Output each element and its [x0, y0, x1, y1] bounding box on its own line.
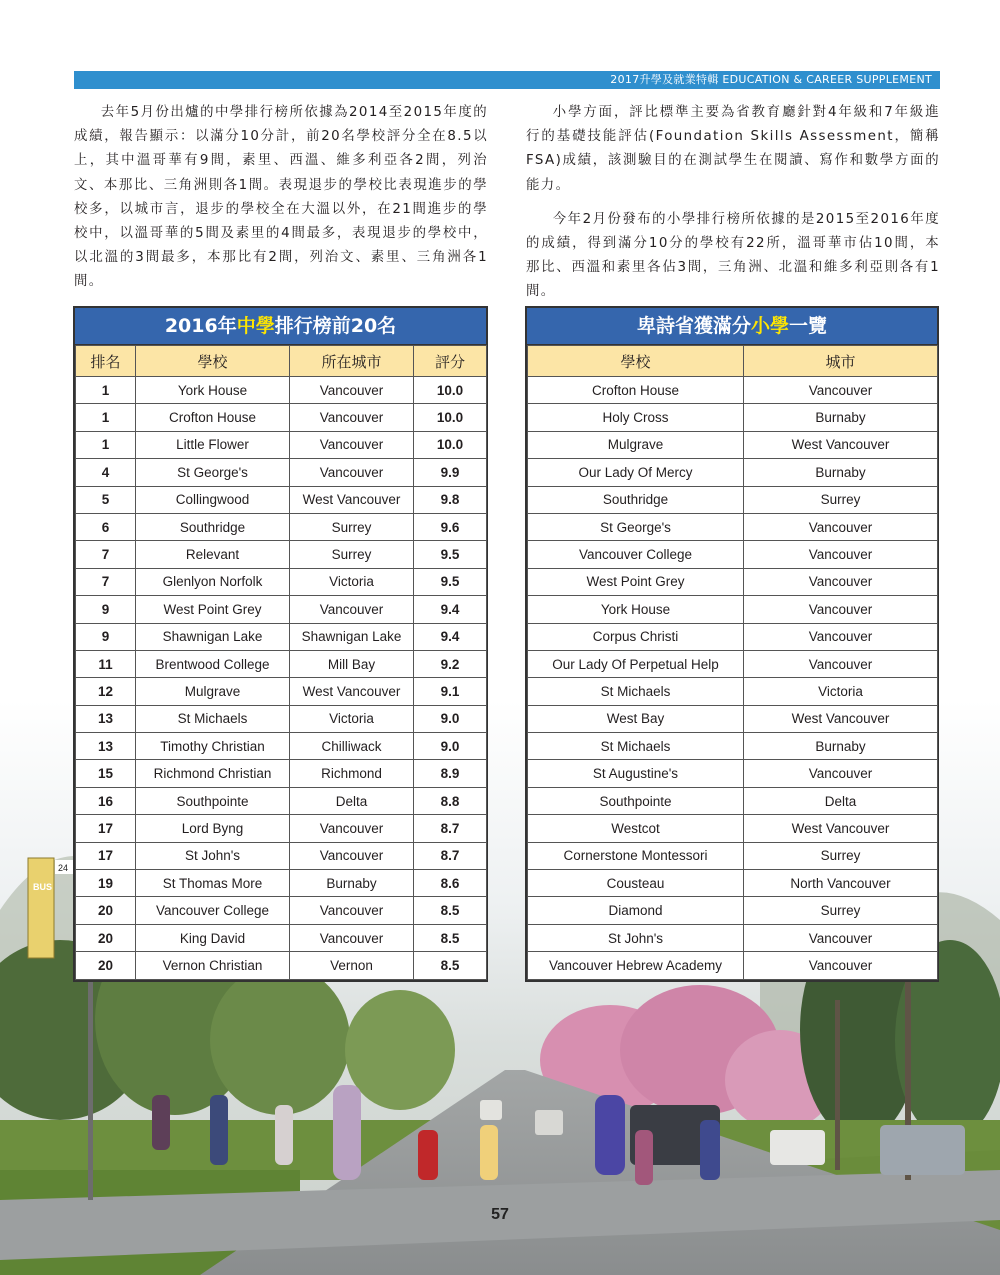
table-row: [76, 623, 487, 650]
cell-city: Vancouver: [290, 815, 414, 842]
table-row: [528, 486, 938, 513]
table-row: [76, 842, 487, 869]
cell-school: West Bay: [528, 705, 744, 732]
cell-rank: 11: [76, 650, 136, 677]
secondary-table-title: [75, 308, 486, 345]
cell-school: Relevant: [136, 541, 290, 568]
column-header-school: 學校: [528, 346, 744, 377]
table-row: [76, 760, 487, 787]
table-row: [528, 897, 938, 924]
cell-city: Burnaby: [290, 870, 414, 897]
cell-school: Vancouver Hebrew Academy: [528, 952, 744, 979]
primary-perfect-score-table: [525, 306, 939, 982]
cell-school: York House: [136, 377, 290, 404]
table-row: [76, 815, 487, 842]
column-header-rank: 排名: [76, 346, 136, 377]
cell-score: 8.7: [414, 842, 487, 869]
cell-school: Holy Cross: [528, 404, 744, 431]
cell-city: Vancouver: [744, 513, 938, 540]
table-row: [528, 842, 938, 869]
cell-score: 9.8: [414, 486, 487, 513]
article-text-right: [526, 101, 940, 315]
cell-city: Delta: [290, 787, 414, 814]
cell-school: Vancouver College: [136, 897, 290, 924]
cell-score: 8.6: [414, 870, 487, 897]
table-row: [76, 705, 487, 732]
table-row: [76, 431, 487, 458]
article-paragraph: 今年2月份發布的小學排行榜所依據的是2015至2016年度的成績，得到滿分10分的學校有22所，溫哥華市佔10間，本那比、西溫和素里各佔3間，三角洲、北溫和維多利亞則各有1間。: [526, 211, 940, 300]
cell-rank: 12: [76, 678, 136, 705]
cell-school: St Michaels: [528, 678, 744, 705]
primary-table-title: [527, 308, 937, 345]
table-row: [76, 870, 487, 897]
cell-city: Vancouver: [290, 596, 414, 623]
table-row: [76, 404, 487, 431]
cell-school: Crofton House: [136, 404, 290, 431]
cell-rank: 15: [76, 760, 136, 787]
table-row: [528, 513, 938, 540]
cell-school: Timothy Christian: [136, 733, 290, 760]
cell-rank: 9: [76, 596, 136, 623]
cell-school: Brentwood College: [136, 650, 290, 677]
cell-city: Surrey: [744, 842, 938, 869]
cell-rank: 20: [76, 952, 136, 979]
table-row: [76, 568, 487, 595]
cell-rank: 13: [76, 705, 136, 732]
cell-school: Southridge: [136, 513, 290, 540]
table-row: [76, 459, 487, 486]
table-row: [528, 431, 938, 458]
cell-school: St Michaels: [136, 705, 290, 732]
cell-city: Vancouver: [290, 897, 414, 924]
table-row: [76, 486, 487, 513]
table-row: [528, 541, 938, 568]
table-header-row: [528, 346, 938, 377]
cell-school: St Michaels: [528, 733, 744, 760]
cell-city: Burnaby: [744, 459, 938, 486]
table-row: [76, 650, 487, 677]
cell-school: St John's: [528, 924, 744, 951]
cell-rank: 20: [76, 897, 136, 924]
cell-city: West Vancouver: [744, 431, 938, 458]
cell-score: 8.5: [414, 952, 487, 979]
table-row: [76, 541, 487, 568]
cell-score: 10.0: [414, 377, 487, 404]
cell-city: Shawnigan Lake: [290, 623, 414, 650]
cell-city: Burnaby: [744, 733, 938, 760]
cell-city: Vancouver: [744, 596, 938, 623]
cell-school: Southpointe: [528, 787, 744, 814]
cell-city: Vancouver: [744, 568, 938, 595]
page-number: 57: [491, 1206, 509, 1223]
cell-city: Richmond: [290, 760, 414, 787]
cell-rank: 19: [76, 870, 136, 897]
cell-rank: 17: [76, 842, 136, 869]
table-row: [528, 733, 938, 760]
cell-school: St George's: [528, 513, 744, 540]
cell-rank: 5: [76, 486, 136, 513]
table-row: [528, 705, 938, 732]
cell-school: Corpus Christi: [528, 623, 744, 650]
table-row: [76, 952, 487, 979]
column-header-city: 所在城市: [290, 346, 414, 377]
cell-city: Victoria: [744, 678, 938, 705]
title-part: 一覽: [789, 315, 828, 337]
cell-school: St John's: [136, 842, 290, 869]
table-row: [76, 377, 487, 404]
cell-school: Southridge: [528, 486, 744, 513]
table-row: [528, 459, 938, 486]
cell-score: 9.5: [414, 568, 487, 595]
table-row: [528, 650, 938, 677]
bus-sign-number: 24: [58, 863, 69, 873]
table-row: [76, 733, 487, 760]
cell-city: Vancouver: [744, 377, 938, 404]
cell-score: 9.2: [414, 650, 487, 677]
table-row: [76, 678, 487, 705]
cell-city: Chilliwack: [290, 733, 414, 760]
table-row: [76, 596, 487, 623]
cell-rank: 1: [76, 377, 136, 404]
table-row: [528, 952, 938, 979]
cell-city: Vancouver: [290, 431, 414, 458]
cell-school: Collingwood: [136, 486, 290, 513]
cell-school: Cornerstone Montessori: [528, 842, 744, 869]
cell-city: Vancouver: [744, 650, 938, 677]
cell-school: Little Flower: [136, 431, 290, 458]
table-row: [528, 623, 938, 650]
table-row: [528, 760, 938, 787]
cell-school: King David: [136, 924, 290, 951]
cell-school: Crofton House: [528, 377, 744, 404]
article-paragraph: 去年5月份出爐的中學排行榜所依據為2014至2015年度的成績，報告顯示：以滿分10分計，前20名學校評分全在8.5以上，其中溫哥華有9間，素里、西溫、維多利亞各2間，列治文、本那比、三角洲則各1間。表現退步的學校比表現進步的學校多，以城市言，退步的學校全在大溫以外，在21間進步的學校中，以溫哥華的5間及素里的4間最多，表現退步的學校中，以北溫的3間最多，本那比有2間，列治文、素里、三角洲各1間。: [74, 105, 488, 290]
cell-city: Vancouver: [290, 924, 414, 951]
cell-city: Vancouver: [744, 623, 938, 650]
cell-score: 9.5: [414, 541, 487, 568]
cell-city: Vancouver: [744, 760, 938, 787]
cell-rank: 4: [76, 459, 136, 486]
table-row: [528, 404, 938, 431]
cell-school: Cousteau: [528, 870, 744, 897]
bus-sign-text: BUS: [33, 882, 53, 892]
title-part: 卑詩省獲滿分: [636, 315, 751, 337]
cell-score: 8.8: [414, 787, 487, 814]
table-header-row: [76, 346, 487, 377]
table-row: [76, 513, 487, 540]
cell-city: North Vancouver: [744, 870, 938, 897]
table-row: [76, 897, 487, 924]
cell-city: Mill Bay: [290, 650, 414, 677]
cell-rank: 7: [76, 541, 136, 568]
cell-rank: 9: [76, 623, 136, 650]
cell-city: Vancouver: [744, 541, 938, 568]
cell-school: Mulgrave: [528, 431, 744, 458]
cell-school: York House: [528, 596, 744, 623]
cell-score: 9.4: [414, 596, 487, 623]
table-row: [528, 678, 938, 705]
secondary-ranking-table: [73, 306, 488, 982]
cell-score: 10.0: [414, 431, 487, 458]
cell-city: Delta: [744, 787, 938, 814]
cell-rank: 17: [76, 815, 136, 842]
title-highlight: 小學: [750, 315, 789, 337]
column-header-score: 評分: [414, 346, 487, 377]
cell-city: Vancouver: [290, 377, 414, 404]
cell-city: West Vancouver: [744, 705, 938, 732]
table-row: [76, 787, 487, 814]
cell-school: Westcot: [528, 815, 744, 842]
cell-school: Mulgrave: [136, 678, 290, 705]
cell-score: 9.4: [414, 623, 487, 650]
cell-school: Glenlyon Norfolk: [136, 568, 290, 595]
cell-school: St Augustine's: [528, 760, 744, 787]
article-text-left: [74, 101, 488, 305]
cell-city: Surrey: [290, 513, 414, 540]
cell-city: Vancouver: [744, 952, 938, 979]
cell-city: Vancouver: [744, 924, 938, 951]
table-row: [528, 924, 938, 951]
cell-school: Southpointe: [136, 787, 290, 814]
cell-city: Victoria: [290, 568, 414, 595]
table-row: [528, 596, 938, 623]
cell-score: 8.5: [414, 897, 487, 924]
table-row: [528, 870, 938, 897]
cell-score: 8.7: [414, 815, 487, 842]
cell-school: Our Lady Of Perpetual Help: [528, 650, 744, 677]
cell-rank: 13: [76, 733, 136, 760]
cell-city: West Vancouver: [744, 815, 938, 842]
cell-score: 8.5: [414, 924, 487, 951]
cell-school: St George's: [136, 459, 290, 486]
cell-city: Burnaby: [744, 404, 938, 431]
cell-score: 9.0: [414, 705, 487, 732]
cell-city: Vancouver: [290, 842, 414, 869]
cell-city: Vancouver: [290, 404, 414, 431]
cell-school: Diamond: [528, 897, 744, 924]
title-part: 2016年: [164, 315, 237, 337]
cell-city: Surrey: [290, 541, 414, 568]
cell-score: 9.6: [414, 513, 487, 540]
cell-city: West Vancouver: [290, 486, 414, 513]
title-highlight: 中學: [236, 315, 275, 337]
cell-school: Lord Byng: [136, 815, 290, 842]
cell-school: Richmond Christian: [136, 760, 290, 787]
cell-city: Vernon: [290, 952, 414, 979]
table-row: [528, 568, 938, 595]
cell-school: West Point Grey: [136, 596, 290, 623]
table-row: [528, 377, 938, 404]
cell-city: Vancouver: [290, 459, 414, 486]
cell-rank: 6: [76, 513, 136, 540]
cell-rank: 20: [76, 924, 136, 951]
cell-city: Surrey: [744, 486, 938, 513]
cell-city: Victoria: [290, 705, 414, 732]
cell-score: 8.9: [414, 760, 487, 787]
supplement-header-bar: 2017升學及就業特輯 EDUCATION & CAREER SUPPLEMENT: [74, 71, 940, 89]
cell-city: West Vancouver: [290, 678, 414, 705]
cell-school: St Thomas More: [136, 870, 290, 897]
cell-rank: 1: [76, 404, 136, 431]
cell-school: Our Lady Of Mercy: [528, 459, 744, 486]
cell-school: Shawnigan Lake: [136, 623, 290, 650]
cell-school: Vernon Christian: [136, 952, 290, 979]
table-row: [528, 787, 938, 814]
cell-score: 9.0: [414, 733, 487, 760]
article-paragraph: 小學方面，評比標準主要為省教育廳針對4年級和7年級進行的基礎技能評估(Foundation Skills Assessment，簡稱FSA)成績，該測驗目的在測試學生在閱讀、寫作和數學方面的能力。: [526, 105, 940, 193]
cell-rank: 16: [76, 787, 136, 814]
cell-score: 9.1: [414, 678, 487, 705]
cell-rank: 7: [76, 568, 136, 595]
table-row: [528, 815, 938, 842]
cell-score: 9.9: [414, 459, 487, 486]
cell-city: Surrey: [744, 897, 938, 924]
column-header-school: 學校: [136, 346, 290, 377]
table-row: [76, 924, 487, 951]
cell-school: Vancouver College: [528, 541, 744, 568]
cell-rank: 1: [76, 431, 136, 458]
cell-school: West Point Grey: [528, 568, 744, 595]
column-header-city: 城市: [744, 346, 938, 377]
cell-score: 10.0: [414, 404, 487, 431]
title-part: 排行榜前20名: [274, 315, 397, 337]
